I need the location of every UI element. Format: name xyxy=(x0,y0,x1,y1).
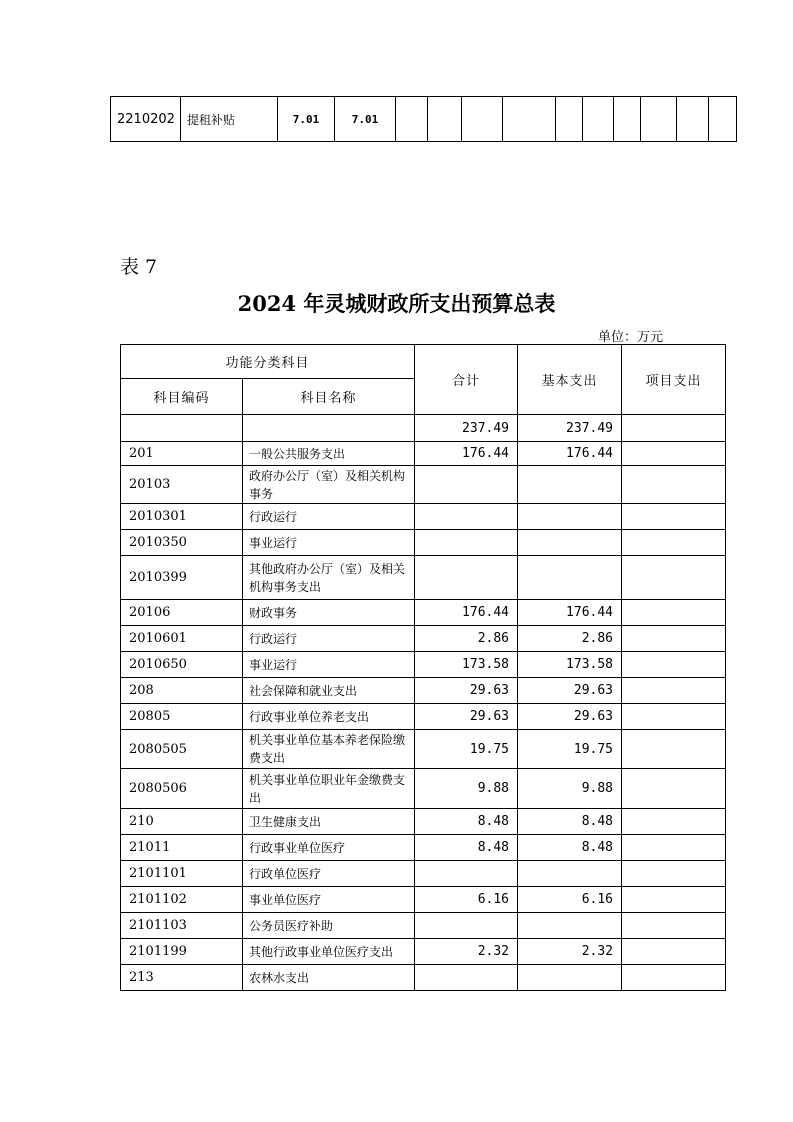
subject-name-cell: 行政事业单位养老支出 xyxy=(243,704,415,730)
total-cell xyxy=(415,466,518,504)
header-row xyxy=(121,345,726,379)
total-cell: 19.75 xyxy=(415,730,518,769)
subject-name-cell: 农林水支出 xyxy=(243,965,415,991)
table-row xyxy=(121,965,726,991)
header-project-expense: 项目支出 xyxy=(622,345,726,415)
basic-expense-cell: 176.44 xyxy=(518,442,622,466)
basic-expense-cell xyxy=(518,556,622,600)
table-row xyxy=(121,730,726,769)
basic-expense-cell: 29.63 xyxy=(518,678,622,704)
subject-code-cell: 201 xyxy=(121,442,243,466)
project-expense-cell xyxy=(622,704,726,730)
basic-expense-cell xyxy=(518,466,622,504)
basic-expense-cell: 6.16 xyxy=(518,887,622,913)
total-cell xyxy=(415,861,518,887)
subject-code-cell: 20103 xyxy=(121,466,243,504)
total-cell: 2.86 xyxy=(415,626,518,652)
project-expense-cell xyxy=(622,466,726,504)
total-cell xyxy=(415,504,518,530)
total-cell: 29.63 xyxy=(415,704,518,730)
table-row xyxy=(121,939,726,965)
project-expense-cell xyxy=(622,678,726,704)
unit-label: 单位：万元 xyxy=(598,330,664,345)
basic-expense-cell: 7.01 xyxy=(335,97,396,142)
total-cell: 173.58 xyxy=(415,652,518,678)
basic-expense-cell xyxy=(518,913,622,939)
empty-cell xyxy=(677,97,709,142)
subject-code-cell: 2010399 xyxy=(121,556,243,600)
table-row xyxy=(121,442,726,466)
project-expense-cell xyxy=(622,861,726,887)
basic-expense-cell: 8.48 xyxy=(518,835,622,861)
basic-expense-cell: 237.49 xyxy=(518,415,622,442)
subject-name-cell: 其他行政事业单位医疗支出 xyxy=(243,939,415,965)
basic-expense-cell xyxy=(518,504,622,530)
header-basic-expense: 基本支出 xyxy=(518,345,622,415)
subject-code-cell: 2010350 xyxy=(121,530,243,556)
project-expense-cell xyxy=(622,887,726,913)
subject-name-cell: 行政运行 xyxy=(243,626,415,652)
total-cell xyxy=(415,530,518,556)
empty-cell xyxy=(462,97,503,142)
basic-expense-cell: 176.44 xyxy=(518,600,622,626)
subject-code-cell: 20106 xyxy=(121,600,243,626)
project-expense-cell xyxy=(622,730,726,769)
project-expense-cell xyxy=(622,769,726,809)
empty-cell xyxy=(614,97,641,142)
subject-name-cell: 财政事务 xyxy=(243,600,415,626)
subject-code-cell: 2080505 xyxy=(121,730,243,769)
subject-code-cell: 208 xyxy=(121,678,243,704)
subject-code-cell: 2101103 xyxy=(121,913,243,939)
subject-name-cell: 机关事业单位基本养老保险缴费支出 xyxy=(243,730,415,769)
table-row xyxy=(121,600,726,626)
table-row xyxy=(111,97,737,142)
subject-name-cell: 行政事业单位医疗 xyxy=(243,835,415,861)
total-cell: 9.88 xyxy=(415,769,518,809)
empty-cell xyxy=(503,97,556,142)
subject-name-cell: 其他政府办公厅（室）及相关机构事务支出 xyxy=(243,556,415,600)
table-row xyxy=(121,809,726,835)
basic-expense-cell: 19.75 xyxy=(518,730,622,769)
subject-code-cell: 20805 xyxy=(121,704,243,730)
table-row xyxy=(121,652,726,678)
subject-code-cell: 2101101 xyxy=(121,861,243,887)
table-row xyxy=(121,415,726,442)
subject-code-cell: 2101199 xyxy=(121,939,243,965)
project-expense-cell xyxy=(622,835,726,861)
subject-name-cell: 事业运行 xyxy=(243,652,415,678)
project-expense-cell xyxy=(622,939,726,965)
subject-code-cell: 2010650 xyxy=(121,652,243,678)
table-row xyxy=(121,861,726,887)
total-cell xyxy=(415,913,518,939)
project-expense-cell xyxy=(622,442,726,466)
basic-expense-cell: 2.32 xyxy=(518,939,622,965)
empty-cell xyxy=(396,97,428,142)
project-expense-cell xyxy=(622,652,726,678)
subject-name-cell: 机关事业单位职业年金缴费支出 xyxy=(243,769,415,809)
total-cell: 6.16 xyxy=(415,887,518,913)
subject-code-cell: 213 xyxy=(121,965,243,991)
page-title: 2024 年灵城财政所支出预算总表 xyxy=(237,291,556,316)
basic-expense-cell xyxy=(518,965,622,991)
empty-cell xyxy=(556,97,583,142)
basic-expense-cell: 2.86 xyxy=(518,626,622,652)
project-expense-cell xyxy=(622,530,726,556)
basic-expense-cell: 8.48 xyxy=(518,809,622,835)
subject-name-cell: 一般公共服务支出 xyxy=(243,442,415,466)
table-number: 表 7 xyxy=(120,256,158,278)
empty-cell xyxy=(428,97,462,142)
table-row xyxy=(121,466,726,504)
subject-name-cell: 政府办公厅（室）及相关机构事务 xyxy=(243,466,415,504)
subject-name-cell: 社会保障和就业支出 xyxy=(243,678,415,704)
subject-name-cell: 行政单位医疗 xyxy=(243,861,415,887)
subject-name-cell: 事业运行 xyxy=(243,530,415,556)
subject-code-cell: 2080506 xyxy=(121,769,243,809)
project-expense-cell xyxy=(622,626,726,652)
total-cell: 8.48 xyxy=(415,809,518,835)
subject-code-cell: 2210202 xyxy=(111,97,181,142)
subject-code-cell: 2010301 xyxy=(121,504,243,530)
total-cell: 176.44 xyxy=(415,442,518,466)
previous-table-fragment xyxy=(110,96,737,142)
table-row xyxy=(121,504,726,530)
total-cell xyxy=(415,965,518,991)
subject-name-cell xyxy=(243,415,415,442)
subject-code-cell: 2010601 xyxy=(121,626,243,652)
table-row xyxy=(121,530,726,556)
subject-code-cell: 21011 xyxy=(121,835,243,861)
subject-name-cell: 事业单位医疗 xyxy=(243,887,415,913)
subject-code-cell: 2101102 xyxy=(121,887,243,913)
project-expense-cell xyxy=(622,913,726,939)
total-cell: 29.63 xyxy=(415,678,518,704)
header-subject-code: 科目编码 xyxy=(121,379,243,415)
table-row xyxy=(121,556,726,600)
table-row xyxy=(121,704,726,730)
subject-code-cell: 210 xyxy=(121,809,243,835)
empty-cell xyxy=(709,97,737,142)
project-expense-cell xyxy=(622,415,726,442)
basic-expense-cell xyxy=(518,861,622,887)
expenditure-budget-table xyxy=(120,344,726,991)
empty-cell xyxy=(641,97,677,142)
project-expense-cell xyxy=(622,809,726,835)
basic-expense-cell xyxy=(518,530,622,556)
total-cell: 237.49 xyxy=(415,415,518,442)
basic-expense-cell: 29.63 xyxy=(518,704,622,730)
total-cell: 8.48 xyxy=(415,835,518,861)
table-row xyxy=(121,913,726,939)
header-function-classification: 功能分类科目 xyxy=(121,345,415,379)
project-expense-cell xyxy=(622,504,726,530)
table-body xyxy=(121,415,726,991)
table-row xyxy=(121,887,726,913)
basic-expense-cell: 9.88 xyxy=(518,769,622,809)
total-cell: 7.01 xyxy=(278,97,335,142)
subject-code-cell xyxy=(121,415,243,442)
table-row xyxy=(121,626,726,652)
table-row xyxy=(121,678,726,704)
total-cell: 2.32 xyxy=(415,939,518,965)
subject-name-cell: 提租补贴 xyxy=(181,97,278,142)
total-cell xyxy=(415,556,518,600)
subject-name-cell: 行政运行 xyxy=(243,504,415,530)
project-expense-cell xyxy=(622,965,726,991)
table-row xyxy=(121,835,726,861)
basic-expense-cell: 173.58 xyxy=(518,652,622,678)
empty-cell xyxy=(583,97,614,142)
subject-name-cell: 卫生健康支出 xyxy=(243,809,415,835)
project-expense-cell xyxy=(622,600,726,626)
subject-name-cell: 公务员医疗补助 xyxy=(243,913,415,939)
table-row xyxy=(121,769,726,809)
header-total: 合计 xyxy=(415,345,518,415)
header-subject-name: 科目名称 xyxy=(243,379,415,415)
project-expense-cell xyxy=(622,556,726,600)
total-cell: 176.44 xyxy=(415,600,518,626)
